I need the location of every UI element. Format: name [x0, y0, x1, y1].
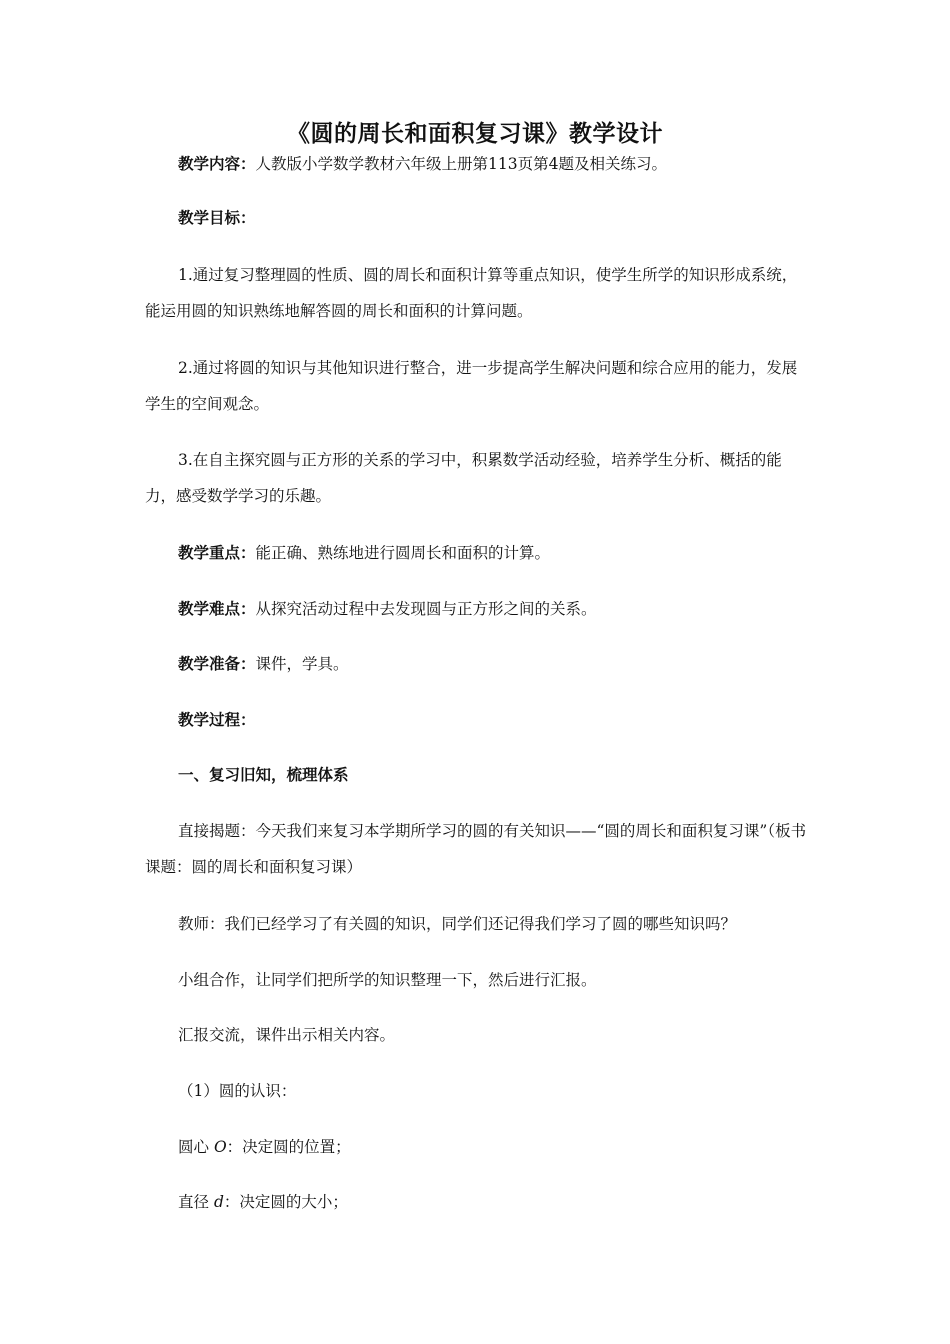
difficulty-label: 教学难点：	[178, 600, 256, 618]
section1-teacher: 教师：我们已经学习了有关圆的知识，同学们还记得我们学习了圆的哪些知识吗？	[178, 915, 737, 933]
diameter-symbol: d	[213, 1193, 224, 1211]
goals-label: 教学目标：	[178, 209, 256, 227]
key-point-text: 能正确、熟练地进行圆周长和面积的计算。	[255, 544, 551, 562]
content-label: 教学内容：	[178, 155, 256, 173]
process-heading	[145, 702, 810, 738]
key-point-paragraph	[145, 535, 810, 571]
goal-item-2: 2.通过将圆的知识与其他知识进行整合，进一步提高学生解决问题和综合应用的能力，发展学生的空间观念。	[145, 359, 798, 413]
section1-heading-text: 一、复习旧知，梳理体系	[178, 766, 349, 784]
preparation-label: 教学准备：	[178, 655, 256, 673]
difficulty-text: 从探究活动过程中去发现圆与正方形之间的关系。	[255, 600, 597, 618]
key-point-label: 教学重点：	[178, 544, 256, 562]
document-title: 《圆的周长和面积复习课》教学设计	[287, 121, 663, 147]
content-paragraph	[145, 146, 810, 182]
diameter-definition	[145, 1184, 810, 1220]
difficulty-paragraph	[145, 591, 810, 627]
center-post: ：决定圆的位置；	[226, 1138, 351, 1156]
center-pre: 圆心	[178, 1138, 214, 1156]
center-symbol: O	[213, 1138, 227, 1156]
process-label: 教学过程：	[178, 711, 256, 729]
section1-heading	[145, 757, 810, 793]
diameter-pre: 直径	[178, 1193, 214, 1211]
section1-sub1: （1）圆的认识：	[178, 1082, 297, 1100]
preparation-text: 课件，学具。	[255, 655, 349, 673]
center-definition	[145, 1129, 810, 1165]
goal-item-1: 1.通过复习整理圆的性质、圆的周长和面积计算等重点知识，使学生所学的知识形成系统，能运用圆的知识熟练地解答圆的周长和面积的计算问题。	[145, 266, 798, 320]
section1-group: 小组合作，让同学们把所学的知识整理一下，然后进行汇报。	[178, 971, 597, 989]
preparation-paragraph	[145, 646, 810, 682]
goals-heading	[145, 200, 810, 236]
section1-intro: 直接揭题：今天我们来复习本学期所学习的圆的有关知识——“圆的周长和面积复习课”（板书课题：圆的周长和面积复习课）	[145, 822, 807, 876]
section1-report: 汇报交流，课件出示相关内容。	[178, 1026, 396, 1044]
content-text: 人教版小学数学教材六年级上册第113页第4题及相关练习。	[255, 155, 667, 173]
goal-item-3: 3.在自主探究圆与正方形的关系的学习中，积累数学活动经验，培养学生分析、概括的能力，感受数学学习的乐趣。	[145, 451, 782, 505]
diameter-post: ：决定圆的大小；	[223, 1193, 348, 1211]
